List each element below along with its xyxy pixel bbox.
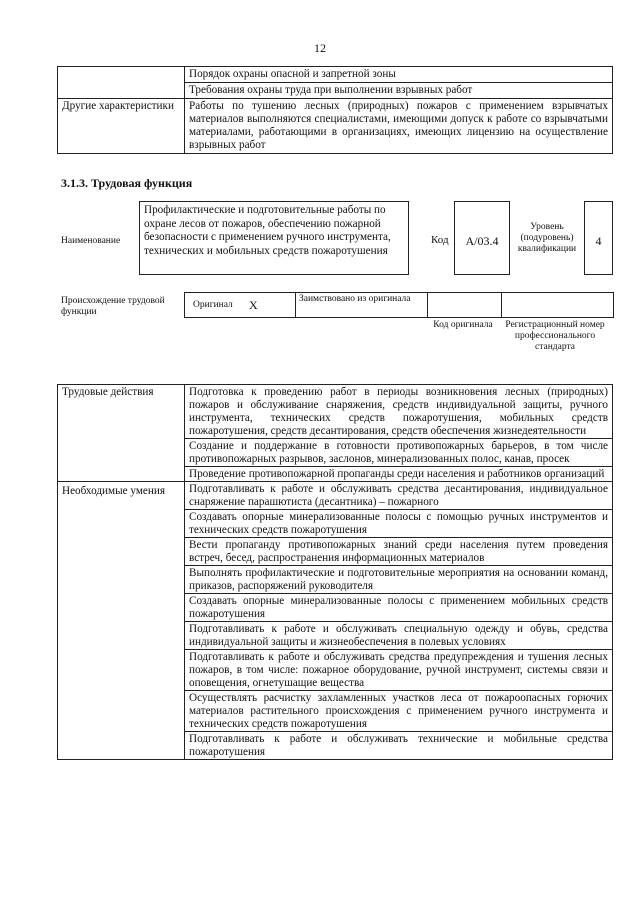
table-row [58, 482, 613, 510]
table-cell-value: Вести пропаганду противопожарных знаний среди населения путем проведения встреч, бесед, распространения информационных материалов [185, 538, 613, 566]
qualification-level-label: Уровень (подуровень) квалификации [517, 222, 577, 254]
table-cell-value: Подготавливать к работе и обслуживать специальную одежду и обувь, средства индивидуальной защиты и жизнеобеспечения в полевых условиях [185, 622, 613, 650]
labor-actions-table [57, 384, 613, 760]
table-cell-value: Осуществлять расчистку захламленных участков леса от пожароопасных горючих материалов растительного происхождения с применением ручного инструмента и технических средств пожаротушения [185, 691, 613, 732]
registration-caption: Регистрационный номер профессионального стандарта [505, 320, 605, 352]
table-row [58, 67, 613, 83]
divider [427, 293, 428, 317]
table-cell-label [58, 67, 185, 99]
table-row [58, 385, 613, 439]
origin-label: Происхождение трудовой функции [61, 296, 165, 317]
divider [295, 293, 296, 317]
code-label: Код [431, 234, 449, 246]
original-mark: X [249, 298, 258, 312]
table-cell-value: Работы по тушению лесных (природных) пожаров с применением взрывчатых материалов выполняются специалистами, имеющими допуск к работе со взрывчатыми материалами, работающими в организациях, имеющих лицензию на осуществление взрывных работ [185, 99, 613, 154]
table-cell-value: Проведение противопожарной пропаганды среди населения и работников организаций [185, 467, 613, 482]
qualification-level-value: 4 [584, 201, 613, 275]
original-label: Оригинал [193, 300, 233, 310]
table-cell-value: Создавать опорные минерализованные полосы с применением мобильных средств пожаротушения [185, 594, 613, 622]
origin-box [184, 292, 614, 318]
table-cell-value: Создание и поддержание в готовности противопожарных барьеров, в том числе противопожарных разрывов, заслонов, минерализованных полос, канав, просек [185, 439, 613, 467]
characteristics-table [57, 66, 613, 154]
table-cell-value: Выполнять профилактические и подготовительные мероприятия на основании команд, приказов, распоряжений руководителя [185, 566, 613, 594]
table-cell-value: Подготавливать к работе и обслуживать средства десантирования, индивидуальное снаряжение парашютиста (десантника) – пожарного [185, 482, 613, 510]
code-value: A/03.4 [454, 201, 510, 275]
divider [501, 293, 502, 317]
table-cell-value: Подготовка к проведению работ в периоды возникновения лесных (природных) пожаров и обслуживание снаряжения, средств индивидуальной защиты, ручного инструмента, технических средств пожаротушения, мобильных средств пожаротушения, средств десантирования, средств обеспечения жизнедеятельности [185, 385, 613, 439]
code-caption: Код оригинала [433, 320, 493, 330]
table-cell-value: Создавать опорные минерализованные полосы с помощью ручных инструментов и технических средств пожаротушения [185, 510, 613, 538]
borrowed-label: Заимствовано из оригинала [299, 294, 411, 304]
table-cell-value: Требования охраны труда при выполнении взрывных работ [185, 83, 613, 99]
table-cell-label: Другие характеристики [58, 99, 185, 154]
function-name: Профилактические и подготовительные работы по охране лесов от пожаров, обеспечению пожарной безопасности с применением ручного инструмента, технических и мобильных средств пожаротушения [139, 201, 409, 275]
table-cell-value: Подготавливать к работе и обслуживать технические и мобильные средства пожаротушения [185, 732, 613, 760]
table-cell-label: Трудовые действия [58, 385, 185, 482]
table-row [58, 99, 613, 154]
page-number: 12 [314, 41, 326, 55]
table-cell-value: Порядок охраны опасной и запретной зоны [185, 67, 613, 83]
table-cell-value: Подготавливать к работе и обслуживать средства предупреждения и тушения лесных пожаров, в том числе: пожарное оборудование, ручной инструмент, системы связи и оповещения, огнетушащие вещества [185, 650, 613, 691]
table-cell-label: Необходимые умения [58, 482, 185, 760]
section-title: 3.1.3. Трудовая функция [61, 176, 193, 190]
name-label: Наименование [61, 236, 121, 246]
